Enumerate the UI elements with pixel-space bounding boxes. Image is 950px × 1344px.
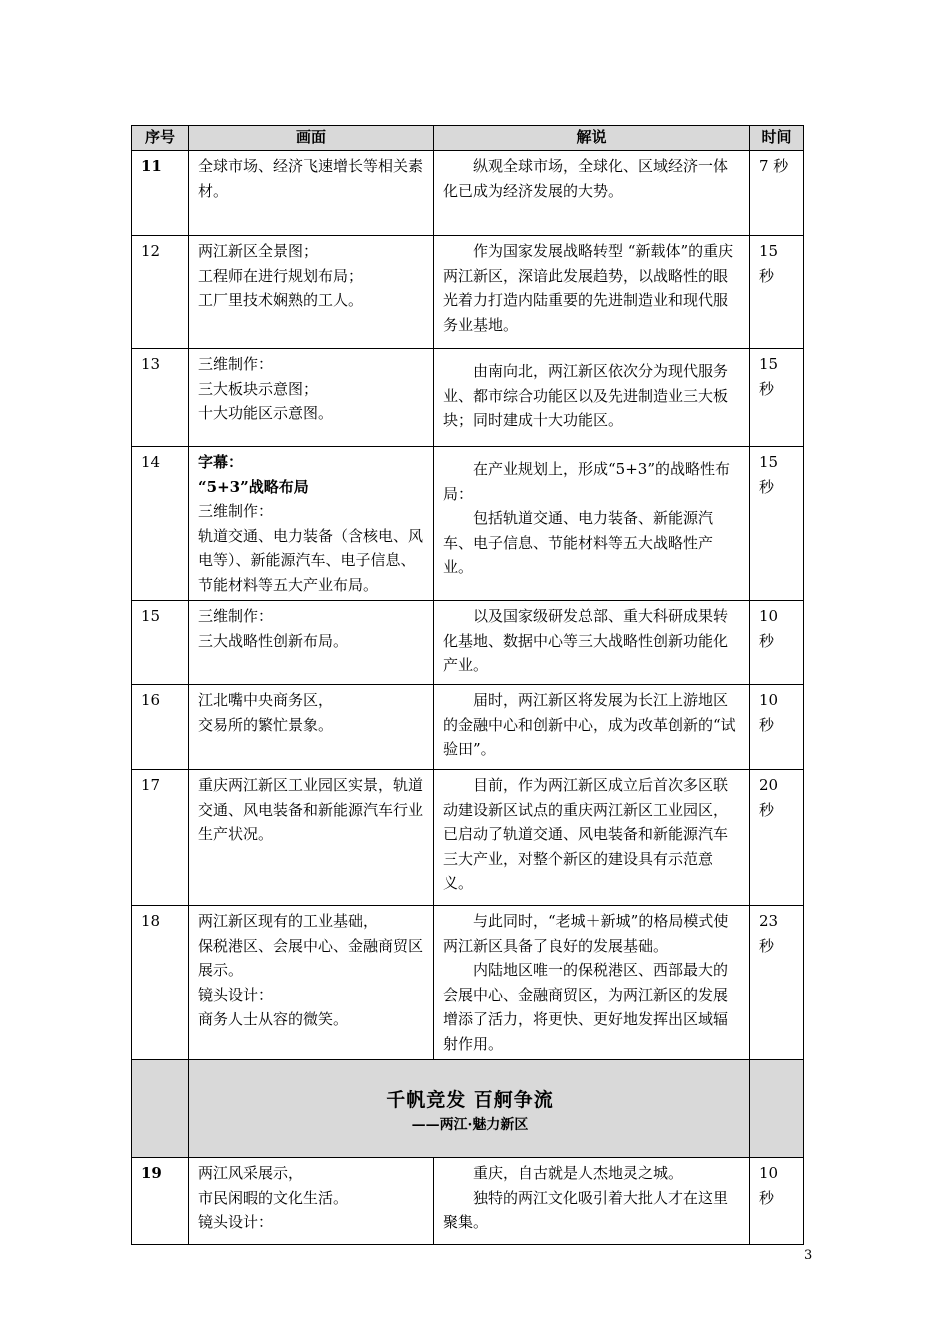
caption-text: “5+3”战略布局 — [198, 477, 309, 496]
table-row — [132, 906, 804, 1060]
scene-line: 全球市场、经济飞速增长等相关素材。 — [198, 157, 424, 200]
row-narration — [434, 1158, 750, 1245]
narration-line: 包括轨道交通、电力装备、新能源汽车、电子信息、节能材料等五大战略性产业。 — [443, 509, 714, 576]
row-time: 10 秒 — [750, 1158, 804, 1245]
row-narration — [434, 349, 750, 447]
row-seq: 18 — [132, 906, 189, 1060]
row-seq: 12 — [132, 236, 189, 349]
table-row — [132, 770, 804, 906]
caption-label: 字幕： — [198, 453, 244, 471]
section-title: 千帆竞发 百舸争流 — [386, 1089, 554, 1111]
header-narration: 解说 — [434, 126, 750, 151]
section-blank-right — [750, 1060, 804, 1158]
row-seq: 17 — [132, 770, 189, 906]
scene-line: 两江风采展示， — [198, 1164, 304, 1182]
row-time: 20 秒 — [750, 770, 804, 906]
row-scene — [189, 1158, 434, 1245]
header-time: 时间 — [750, 126, 804, 151]
narration-line: 以及国家级研发总部、重大科研成果转化基地、数据中心等三大战略性创新功能化产业。 — [443, 607, 729, 674]
narration-line: 届时，两江新区将发展为长江上游地区的金融中心和创新中心，成为改革创新的“试验田”。 — [443, 691, 736, 758]
narration-line: 重庆，自古就是人杰地灵之城。 — [473, 1164, 684, 1182]
scene-line: 重庆两江新区工业园区实景，轨道交通、风电装备和新能源汽车行业生产状况。 — [198, 776, 424, 843]
row-scene — [189, 906, 434, 1060]
row-narration — [434, 236, 750, 349]
section-heading — [189, 1060, 750, 1158]
row-time: 15 秒 — [750, 236, 804, 349]
narration-line: 目前，作为两江新区成立后首次多区联动建设新区试点的重庆两江新区工业园区，已启动了轨道交通、风电装备和新能源汽车三大产业，对整个新区的建设具有示范意义。 — [443, 776, 729, 892]
narration-line: 独特的两江文化吸引着大批人才在这里聚集。 — [443, 1188, 729, 1231]
row-seq: 19 — [132, 1158, 189, 1245]
header-scene: 画面 — [189, 126, 434, 151]
row-narration — [434, 151, 750, 236]
scene-line: 江北嘴中央商务区， — [198, 691, 334, 709]
scene-line: 镜头设计： — [198, 1213, 274, 1231]
row-scene — [189, 349, 434, 447]
table-row — [132, 685, 804, 770]
scene-line: 商务人士从容的微笑。 — [198, 1010, 349, 1028]
scene-line: 两江新区全景图； — [198, 242, 319, 260]
scene-line: 轨道交通、电力装备（含核电、风电等）、新能源汽车、电子信息、节能材料等五大产业布局。 — [198, 526, 424, 594]
section-blank-left — [132, 1060, 189, 1158]
row-seq: 11 — [132, 151, 189, 236]
header-seq: 序号 — [132, 126, 189, 151]
row-scene — [189, 447, 434, 601]
header-row — [132, 126, 804, 151]
scene-line: 三维制作： — [198, 607, 274, 625]
row-narration — [434, 906, 750, 1060]
scene-line: 三大战略性创新布局。 — [198, 631, 349, 650]
row-seq: 13 — [132, 349, 189, 447]
table-row — [132, 447, 804, 601]
row-scene — [189, 236, 434, 349]
narration-line: 作为国家发展战略转型 “新载体”的重庆两江新区，深谙此发展趋势，以战略性的眼光着力打造内陆重要的先进制造业和现代服务业基地。 — [443, 242, 734, 334]
row-narration — [434, 770, 750, 906]
scene-line: 三维制作： — [198, 355, 274, 373]
page-number: 3 — [804, 1248, 813, 1263]
row-scene — [189, 685, 434, 770]
row-scene — [189, 151, 434, 236]
row-time: 23 秒 — [750, 906, 804, 1060]
scene-line: 保税港区、会展中心、金融商贸区展示。 — [198, 936, 424, 979]
scene-line: 三维制作： — [198, 502, 274, 520]
narration-line: 由南向北，两江新区依次分为现代服务业、都市综合功能区以及先进制造业三大板块；同时建成十大功能区。 — [443, 362, 729, 429]
row-time: 10 秒 — [750, 601, 804, 685]
narration-line: 与此同时，“老城＋新城”的格局模式使两江新区具备了良好的发展基础。 — [443, 912, 729, 955]
table-row — [132, 151, 804, 236]
scene-line: 工程师在进行规划布局； — [198, 266, 364, 285]
scene-line: 三大板块示意图； — [198, 379, 319, 398]
scene-line: 两江新区现有的工业基础， — [198, 912, 379, 930]
section-row — [132, 1060, 804, 1158]
row-narration — [434, 685, 750, 770]
scene-line: 交易所的繁忙景象。 — [198, 715, 334, 734]
narration-line: 内陆地区唯一的保税港区、西部最大的会展中心、金融商贸区，为两江新区的发展增添了活力，将更快、更好地发挥出区域辐射作用。 — [443, 961, 729, 1053]
row-time: 15 秒 — [750, 447, 804, 601]
row-seq: 15 — [132, 601, 189, 685]
narration-line: 在产业规划上，形成“5+3”的战略性布局： — [443, 460, 730, 503]
storyboard-table — [131, 125, 804, 1245]
row-time: 15 秒 — [750, 349, 804, 447]
row-scene — [189, 770, 434, 906]
row-time: 10 秒 — [750, 685, 804, 770]
scene-line: 市民闲暇的文化生活。 — [198, 1188, 349, 1207]
table-row — [132, 601, 804, 685]
table-row — [132, 1158, 804, 1245]
scene-line: 工厂里技术娴熟的工人。 — [198, 291, 364, 309]
table-row — [132, 349, 804, 447]
row-seq: 16 — [132, 685, 189, 770]
table-row — [132, 236, 804, 349]
row-narration — [434, 601, 750, 685]
row-time: 7 秒 — [750, 151, 804, 236]
section-subtitle: ——两江·魅力新区 — [411, 1117, 529, 1133]
narration-line: 纵观全球市场，全球化、区域经济一体化已成为经济发展的大势。 — [443, 157, 729, 200]
row-scene — [189, 601, 434, 685]
row-seq: 14 — [132, 447, 189, 601]
row-narration — [434, 447, 750, 601]
scene-line: 十大功能区示意图。 — [198, 404, 334, 422]
scene-line: 镜头设计： — [198, 985, 274, 1004]
